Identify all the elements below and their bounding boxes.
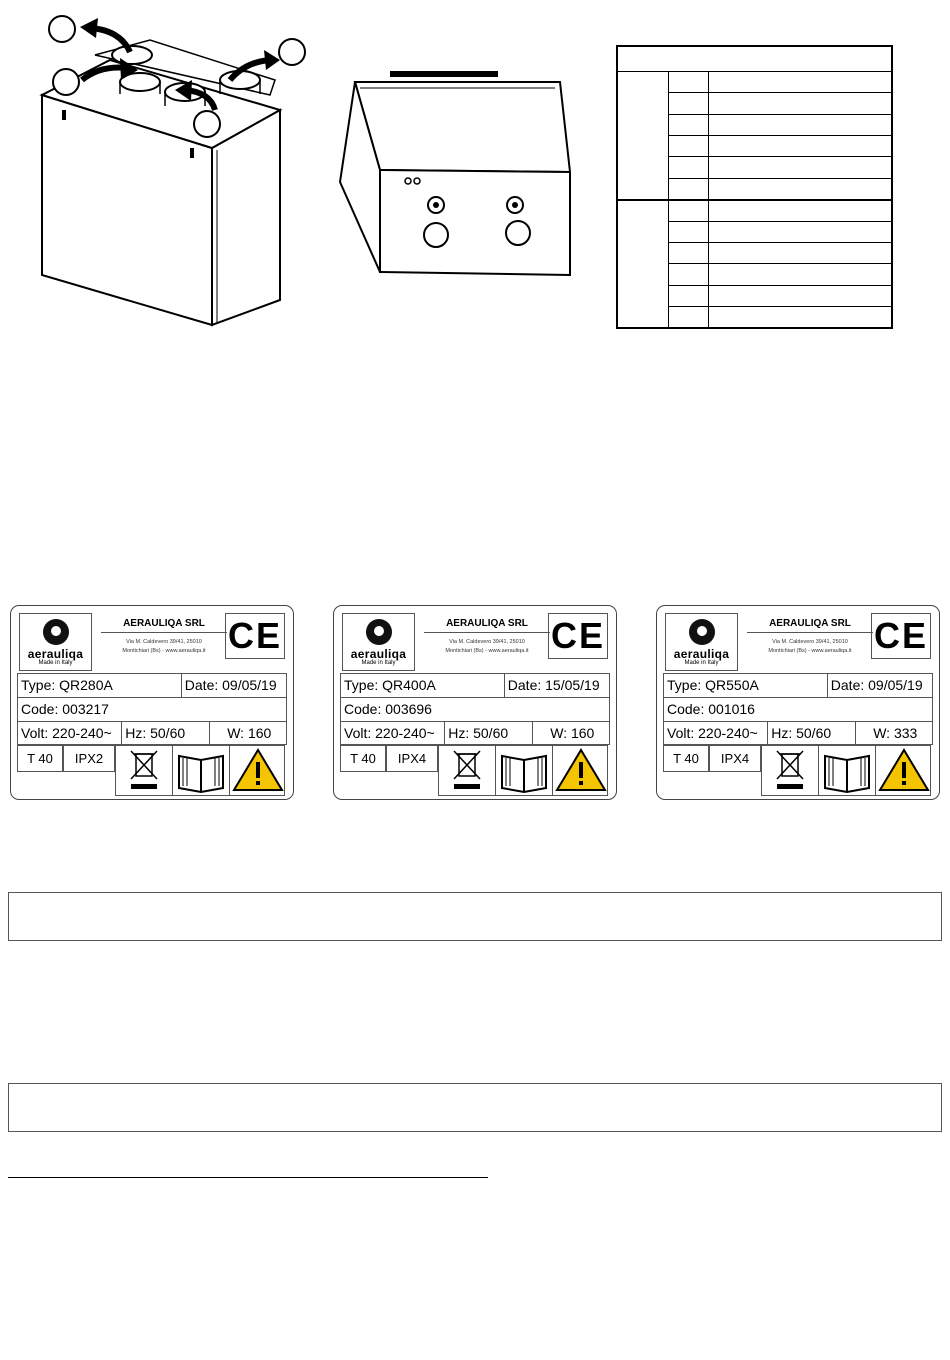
volt-field: Volt: 220-240~ — [667, 725, 758, 741]
warning-icon — [875, 746, 932, 795]
date-field: Date: 15/05/19 — [504, 674, 609, 697]
type-field: Type: QR280A — [21, 677, 113, 693]
watt-field: W: 333 — [855, 722, 932, 744]
legend-table — [616, 45, 893, 329]
address-line-2: Montichiari (Bs) - www.aerauliqa.it — [445, 648, 529, 654]
address-line-1: Via M. Caldevero 39/41, 25010 — [449, 639, 525, 645]
ip-field: IPX2 — [63, 745, 115, 772]
code-field: Code: 001016 — [667, 701, 755, 717]
callout-circle-drain-2 — [506, 221, 530, 245]
unit-drain-figure — [335, 70, 575, 280]
temp-field: T 40 — [340, 745, 386, 772]
volt-field: Volt: 220-240~ — [21, 725, 112, 741]
footnote-divider — [8, 1177, 488, 1178]
aerauliqa-logo: aerauliqa Made in Italy — [665, 613, 738, 671]
type-field: Type: QR550A — [667, 677, 759, 693]
callout-circle-drain-1 — [424, 223, 448, 247]
ce-mark: CE — [225, 613, 285, 659]
weee-bin-icon — [116, 746, 172, 795]
ce-mark: CE — [548, 613, 608, 659]
address-line-1: Via M. Caldevero 39/41, 25010 — [772, 639, 848, 645]
date-field: Date: 09/05/19 — [827, 674, 932, 697]
hz-field: Hz: 50/60 — [444, 722, 531, 744]
nameplate-qr550a — [656, 605, 940, 800]
callout-circle-4 — [194, 111, 220, 137]
callout-circle-3 — [279, 39, 305, 65]
code-field: Code: 003696 — [344, 701, 432, 717]
nameplate-qr400a — [333, 605, 617, 800]
callout-circle-1 — [49, 16, 75, 42]
type-field: Type: QR400A — [344, 677, 436, 693]
address-line-2: Montichiari (Bs) - www.aerauliqa.it — [122, 648, 206, 654]
company-name: AERAULIQA SRL — [424, 618, 550, 633]
manual-book-icon — [818, 746, 875, 795]
company-name: AERAULIQA SRL — [101, 618, 227, 633]
temp-field: T 40 — [17, 745, 63, 772]
warning-icon — [229, 746, 286, 795]
temp-field: T 40 — [663, 745, 709, 772]
callout-circle-2 — [53, 69, 79, 95]
hz-field: Hz: 50/60 — [767, 722, 854, 744]
watt-field: W: 160 — [209, 722, 286, 744]
ce-mark: CE — [871, 613, 931, 659]
aerauliqa-logo: aerauliqa Made in Italy — [19, 613, 92, 671]
code-field: Code: 003217 — [21, 701, 109, 717]
volt-field: Volt: 220-240~ — [344, 725, 435, 741]
company-name: AERAULIQA SRL — [747, 618, 873, 633]
weee-bin-icon — [762, 746, 818, 795]
date-field: Date: 09/05/19 — [181, 674, 286, 697]
note-box-2 — [8, 1083, 942, 1132]
ip-field: IPX4 — [709, 745, 761, 772]
unit-airflow-figure — [0, 0, 320, 330]
aerauliqa-logo: aerauliqa Made in Italy — [342, 613, 415, 671]
manual-book-icon — [172, 746, 229, 795]
ip-field: IPX4 — [386, 745, 438, 772]
address-line-1: Via M. Caldevero 39/41, 25010 — [126, 639, 202, 645]
nameplate-qr280a — [10, 605, 294, 800]
warning-icon — [552, 746, 609, 795]
hz-field: Hz: 50/60 — [121, 722, 208, 744]
watt-field: W: 160 — [532, 722, 609, 744]
address-line-2: Montichiari (Bs) - www.aerauliqa.it — [768, 648, 852, 654]
manual-book-icon — [495, 746, 552, 795]
legend-header — [618, 47, 891, 72]
note-box-1 — [8, 892, 942, 941]
weee-bin-icon — [439, 746, 495, 795]
